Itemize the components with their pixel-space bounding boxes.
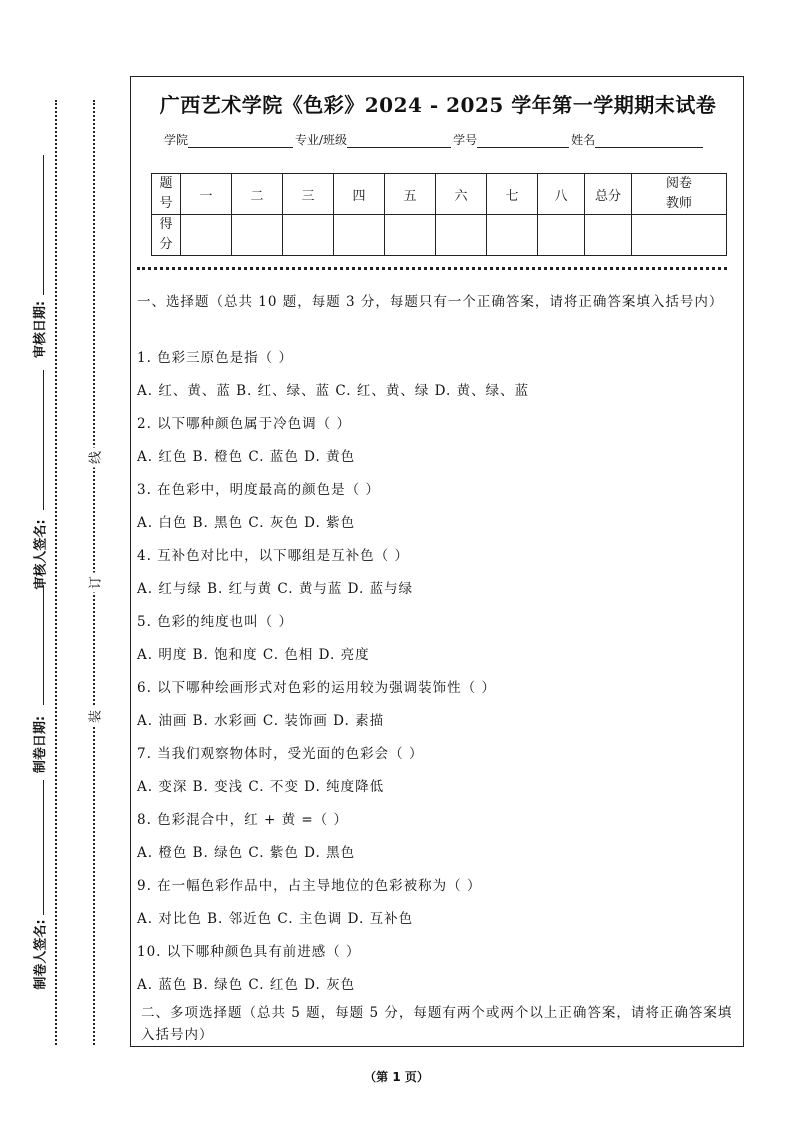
score-cell[interactable] [385, 215, 436, 256]
question-6: 6. 以下哪种绘画形式对色彩的运用较为强调装饰性（ ） [137, 680, 496, 696]
question-2: 2. 以下哪种颜色属于冷色调（ ） [137, 416, 351, 432]
margin-dotted-line-left [55, 100, 57, 1045]
score-cell-total[interactable] [585, 215, 632, 256]
section2-heading: 二、多项选择题（总共 5 题，每题 5 分，每题有两个或两个以上正确答案，请将正确答案填入括号内） [141, 1005, 733, 1043]
options-3: A. 白色 B. 黑色 C. 灰色 D. 紫色 [137, 515, 356, 531]
score-col-5: 五 [385, 174, 436, 215]
reviewer-sign-line [43, 370, 44, 510]
question-9: 9. 在一幅色彩作品中，占主导地位的色彩被称为（ ） [137, 878, 482, 894]
question-7: 7. 当我们观察物体时，受光面的色彩会（ ） [137, 746, 424, 762]
options-6: A. 油画 B. 水彩画 C. 装饰画 D. 素描 [137, 713, 385, 729]
question-4: 4. 互补色对比中，以下哪组是互补色（ ） [137, 548, 409, 564]
score-cell[interactable] [232, 215, 283, 256]
score-col-8: 八 [538, 174, 585, 215]
options-5: A. 明度 B. 饱和度 C. 色相 D. 亮度 [137, 647, 370, 663]
options-2: A. 红色 B. 橙色 C. 蓝色 D. 黄色 [137, 449, 356, 465]
score-cell-reviewer[interactable] [632, 215, 727, 256]
score-col-3: 三 [283, 174, 334, 215]
score-cell[interactable] [334, 215, 385, 256]
exam-title: 广西艺术学院《色彩》2024 - 2025 学年第一学期期末试卷 [159, 93, 717, 117]
name-label: 姓名 [571, 133, 596, 147]
bind-mark-ding: 订 [85, 573, 104, 593]
make-date-label: 制卷日期: [33, 715, 49, 774]
question-1: 1. 色彩三原色是指（ ） [137, 350, 293, 366]
make-date-line [43, 585, 44, 705]
major-field[interactable] [347, 133, 451, 148]
question-8: 8. 色彩混合中，红 + 黄 =（ ） [137, 812, 348, 828]
options-4: A. 红与绿 B. 红与黄 C. 黄与蓝 D. 蓝与绿 [137, 581, 414, 597]
score-table-header-row [152, 174, 727, 215]
score-col-2: 二 [232, 174, 283, 215]
question-10: 10. 以下哪种颜色具有前进感（ ） [137, 944, 361, 960]
options-8: A. 橙色 B. 绿色 C. 紫色 D. 黑色 [137, 845, 356, 861]
score-col-6: 六 [436, 174, 487, 215]
options-7: A. 变深 B. 变浅 C. 不变 D. 纯度降低 [137, 779, 385, 795]
score-col-reviewer: 阅卷 教师 [632, 174, 727, 215]
score-col-7: 七 [487, 174, 538, 215]
page-number: （第 1 页） [364, 1070, 429, 1084]
options-9: A. 对比色 B. 邻近色 C. 主色调 D. 互补色 [137, 911, 414, 927]
score-cell[interactable] [436, 215, 487, 256]
bind-mark-zhuang: 装 [85, 707, 104, 727]
reviewer-sign-label: 审核人签名: [33, 519, 49, 590]
score-cell[interactable] [538, 215, 585, 256]
exam-frame [130, 76, 744, 1047]
major-label: 专业/班级 [295, 133, 348, 147]
score-col-4: 四 [334, 174, 385, 215]
bind-mark-xian: 线 [85, 448, 104, 468]
student-id-label: 学号 [453, 133, 478, 147]
options-1: A. 红、黄、蓝 B. 红、绿、蓝 C. 红、黄、绿 D. 黄、绿、蓝 [137, 383, 530, 399]
college-label: 学院 [164, 133, 189, 147]
score-cell[interactable] [283, 215, 334, 256]
section1-heading: 一、选择题（总共 10 题，每题 3 分，每题只有一个正确答案，请将正确答案填入括号内） [137, 294, 724, 310]
name-field[interactable] [595, 133, 703, 148]
question-5: 5. 色彩的纯度也叫（ ） [137, 614, 293, 630]
score-cell[interactable] [181, 215, 232, 256]
question-3: 3. 在色彩中，明度最高的颜色是（ ） [137, 482, 380, 498]
review-date-label: 审核日期: [33, 300, 49, 359]
student-info-row [164, 131, 705, 148]
review-date-line [43, 155, 44, 295]
score-table-row2-head: 得 分 [152, 215, 181, 256]
score-col-1: 一 [181, 174, 232, 215]
score-table-row-head: 题 号 [152, 174, 181, 215]
maker-sign-line [43, 780, 44, 915]
score-table [151, 173, 727, 256]
maker-sign-label: 制卷人签名: [33, 919, 49, 990]
college-field[interactable] [188, 133, 293, 148]
student-id-field[interactable] [477, 133, 569, 148]
options-10: A. 蓝色 B. 绿色 C. 红色 D. 灰色 [137, 977, 356, 993]
score-cell[interactable] [487, 215, 538, 256]
score-col-total: 总分 [585, 174, 632, 215]
score-table-score-row [152, 215, 727, 256]
dotted-separator [137, 267, 727, 270]
